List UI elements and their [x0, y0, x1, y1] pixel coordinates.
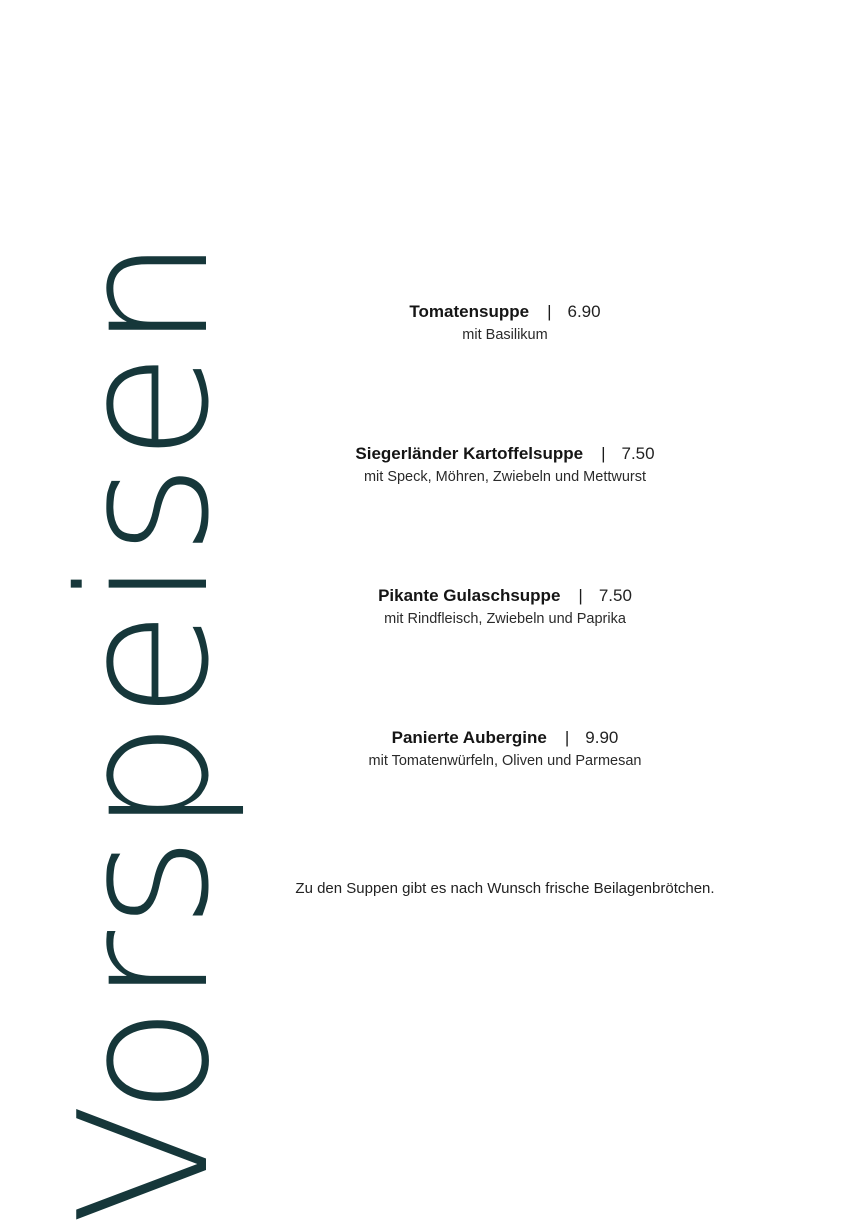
- menu-item-description: mit Tomatenwürfeln, Oliven und Parmesan: [368, 753, 642, 769]
- price-separator: |: [547, 302, 552, 321]
- menu-item: [280, 584, 730, 726]
- menu-item-price: 9.90: [585, 728, 619, 747]
- section-title: Vorspeisen: [41, 235, 248, 1225]
- menu-item-description: mit Basilikum: [462, 327, 548, 343]
- price-separator: |: [564, 728, 570, 747]
- menu-item: [280, 726, 730, 868]
- menu-item-name: Panierte Aubergine: [391, 728, 547, 747]
- menu-item-price: 7.50: [598, 586, 632, 605]
- price-separator: |: [578, 586, 583, 605]
- footnote: Zu den Suppen gibt es nach Wunsch frische Beilagenbrötchen.: [295, 880, 715, 897]
- menu-item-header: [280, 300, 730, 324]
- menu-item-price: 6.90: [567, 302, 601, 321]
- price-separator: |: [601, 444, 606, 463]
- menu-item-name: Pikante Gulaschsuppe: [378, 586, 561, 605]
- menu-list: [280, 300, 730, 868]
- menu-item-name: Siegerländer Kartoffelsuppe: [355, 444, 584, 463]
- menu-item-description: mit Rindfleisch, Zwiebeln und Paprika: [384, 611, 626, 627]
- menu-item-header: [280, 584, 730, 608]
- menu-item: [280, 442, 730, 584]
- menu-item-name: Tomatensuppe: [409, 302, 530, 321]
- menu-item-price: 7.50: [621, 444, 655, 463]
- menu-item-description: mit Speck, Möhren, Zwiebeln und Mettwurst: [363, 469, 647, 485]
- menu-item-header: [280, 726, 730, 750]
- menu-item: [280, 300, 730, 442]
- menu-item-header: [280, 442, 730, 466]
